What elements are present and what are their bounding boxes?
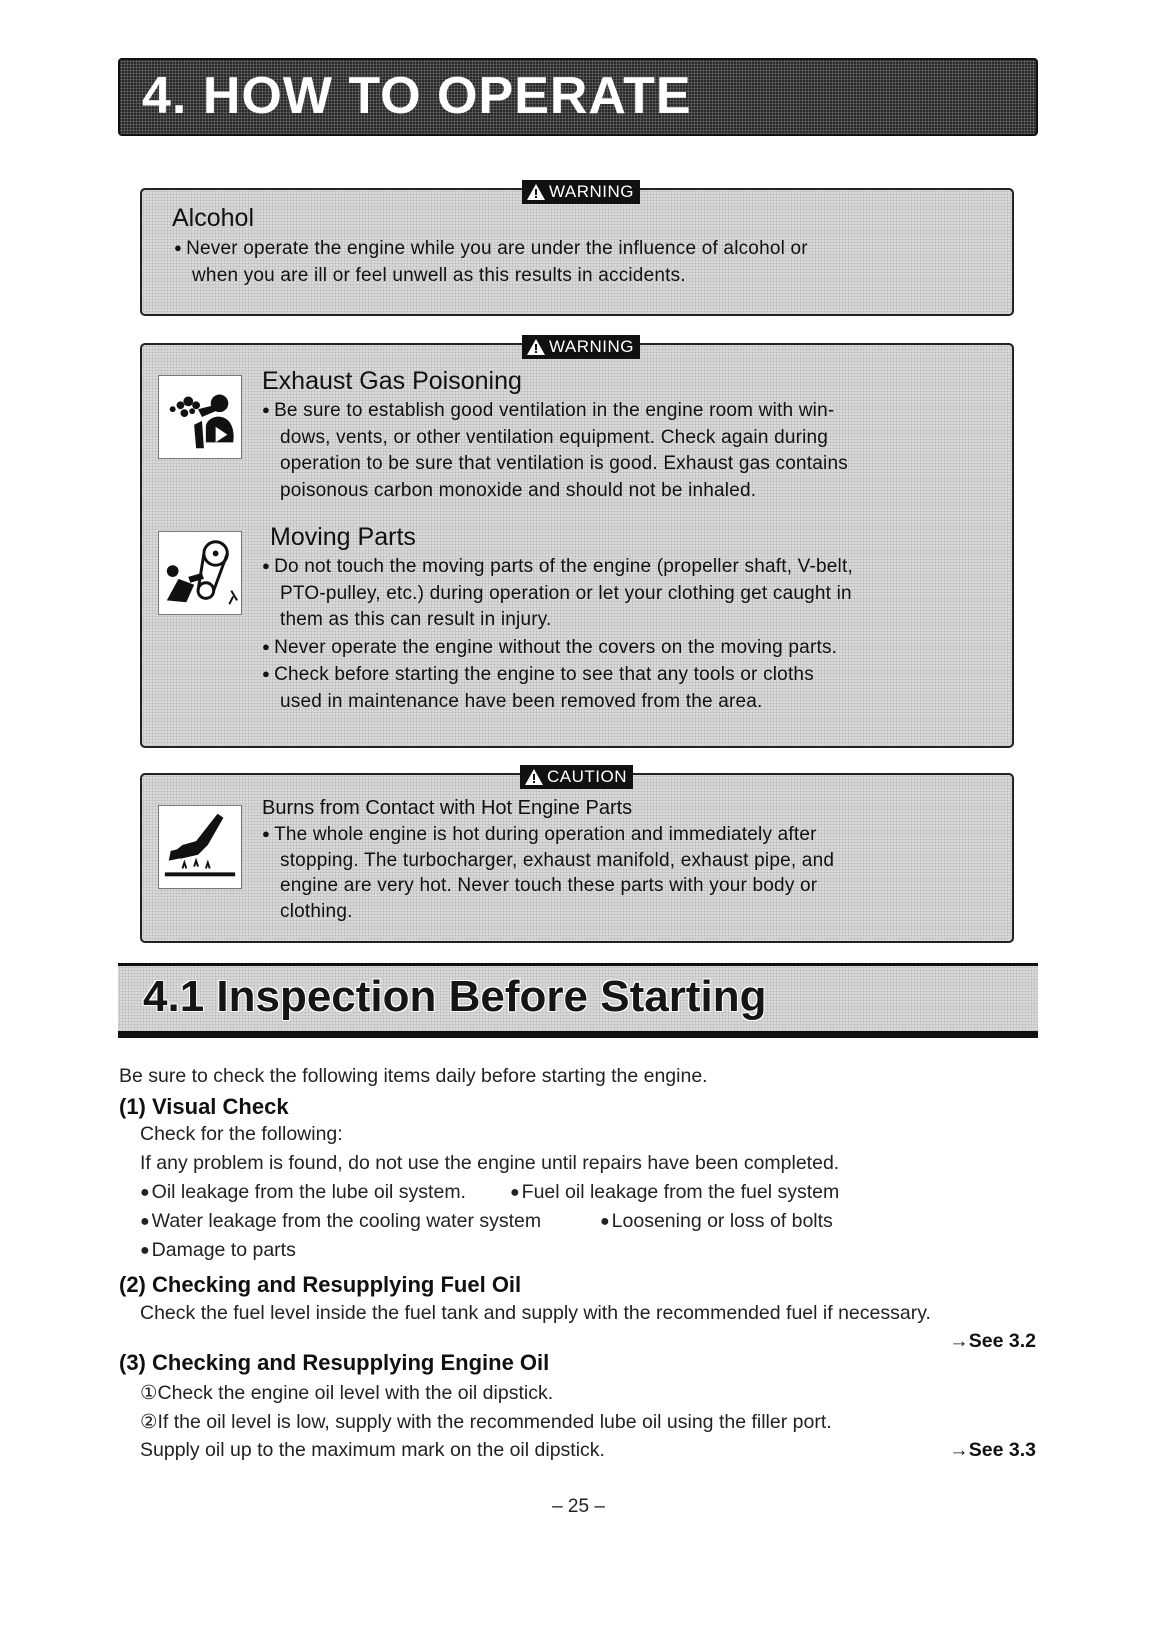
exhaust-text: [262, 397, 848, 504]
caution-heading: Burns from Contact with Hot Engine Parts: [262, 797, 633, 819]
caution-line-3: engine are very hot. Never touch these parts with your body or: [280, 875, 818, 896]
visual-check-line-1: Check for the following:: [140, 1123, 343, 1145]
engine-oil-step-2: ②If the oil level is low, supply with the recommended lube oil using the filler port.: [140, 1411, 832, 1433]
moving-b1-line-1: Do not touch the moving parts of the engine (propeller shaft, V-belt,: [274, 556, 853, 577]
exhaust-line-3: operation to be sure that ventilation is good. Exhaust gas contains: [280, 453, 848, 474]
see-3-2-reference: →See 3.2: [949, 1330, 1036, 1352]
warning-badge-label: WARNING: [549, 182, 635, 201]
caution-line-2: stopping. The turbocharger, exhaust manifold, exhaust pipe, and: [280, 849, 835, 871]
visual-check-heading: (1) Visual Check: [119, 1094, 289, 1119]
engine-oil-step-1: ①Check the engine oil level with the oil dipstick.: [140, 1382, 554, 1404]
section-intro: Be sure to check the following items daily before starting the engine.: [119, 1065, 708, 1087]
warning-badge: [522, 335, 640, 359]
chapter-header: [118, 58, 1038, 136]
alcohol-heading: Alcohol: [172, 204, 254, 232]
warning-badge: [522, 180, 640, 204]
visual-item-text: Water leakage from the cooling water system: [151, 1210, 542, 1232]
moving-b2: Never operate the engine without the covers on the moving parts.: [274, 636, 838, 658]
moving-b1-line-3: them as this can result in injury.: [280, 609, 552, 630]
caution-line-1: The whole engine is hot during operation and immediately after: [274, 824, 817, 845]
exhaust-line-1: Be sure to establish good ventilation in the engine room with win-: [274, 400, 835, 421]
caution-box-hot-parts: [140, 767, 1014, 943]
alcohol-text: [174, 235, 808, 289]
chapter-title: 4. HOW TO OPERATE: [142, 67, 692, 125]
exhaust-line-4: poisonous carbon monoxide and should not be inhaled.: [280, 479, 757, 501]
caution-badge: [520, 765, 633, 789]
alcohol-line-1: Never operate the engine while you are under the influence of alcohol or: [186, 238, 808, 259]
hot-surface-icon: [158, 805, 242, 889]
alcohol-line-2: when you are ill or feel unwell as this results in accidents.: [192, 264, 686, 286]
moving-heading: Moving Parts: [270, 523, 416, 551]
warning-badge-label: WARNING: [549, 337, 635, 356]
moving-parts-icon: [158, 531, 242, 615]
engine-oil-step-3: Supply oil up to the maximum mark on the oil dipstick.: [140, 1439, 605, 1461]
section-header: [118, 963, 1038, 1038]
fuel-oil-text: Check the fuel level inside the fuel tank and supply with the recommended fuel if necessary.: [140, 1302, 931, 1324]
warning-triangle-icon: [526, 338, 546, 356]
visual-item-text: Oil leakage from the lube oil system.: [151, 1181, 466, 1203]
exhaust-gas-icon: [158, 375, 242, 459]
visual-item-fuel: [510, 1181, 839, 1204]
moving-b3-line-2: used in maintenance have been removed from the area.: [280, 690, 763, 712]
caution-line-4: clothing.: [280, 900, 353, 922]
moving-b1-line-2: PTO-pulley, etc.) during operation or let your clothing get caught in: [280, 582, 852, 604]
fuel-oil-heading: (2) Checking and Resupplying Fuel Oil: [119, 1272, 522, 1297]
engine-oil-heading: (3) Checking and Resupplying Engine Oil: [119, 1350, 550, 1375]
visual-item-bolts: [600, 1210, 833, 1233]
section-title: 4.1 Inspection Before Starting: [143, 972, 767, 1021]
warning-box-alcohol: [140, 182, 1014, 316]
exhaust-heading: Exhaust Gas Poisoning: [262, 367, 522, 395]
visual-item-oil: [140, 1181, 466, 1204]
visual-item-damage: [140, 1239, 296, 1262]
moving-b3-line-1: Check before starting the engine to see that any tools or cloths: [274, 664, 814, 685]
caution-text: [262, 821, 834, 924]
visual-item-water: [140, 1210, 541, 1233]
moving-text: [262, 553, 853, 715]
warning-triangle-icon: [526, 183, 546, 201]
exhaust-line-2: dows, vents, or other ventilation equipment. Check again during: [280, 426, 829, 448]
visual-item-text: Damage to parts: [151, 1239, 296, 1261]
page-number: – 25 –: [552, 1496, 605, 1517]
warning-box-exhaust-moving: [140, 337, 1014, 748]
visual-check-line-2: If any problem is found, do not use the engine until repairs have been completed.: [140, 1152, 840, 1174]
visual-item-text: Loosening or loss of bolts: [611, 1210, 833, 1232]
warning-triangle-icon: [524, 768, 544, 786]
caution-badge-label: CAUTION: [547, 767, 627, 786]
visual-item-text: Fuel oil leakage from the fuel system: [521, 1181, 840, 1203]
see-3-3-reference: →See 3.3: [949, 1439, 1036, 1461]
